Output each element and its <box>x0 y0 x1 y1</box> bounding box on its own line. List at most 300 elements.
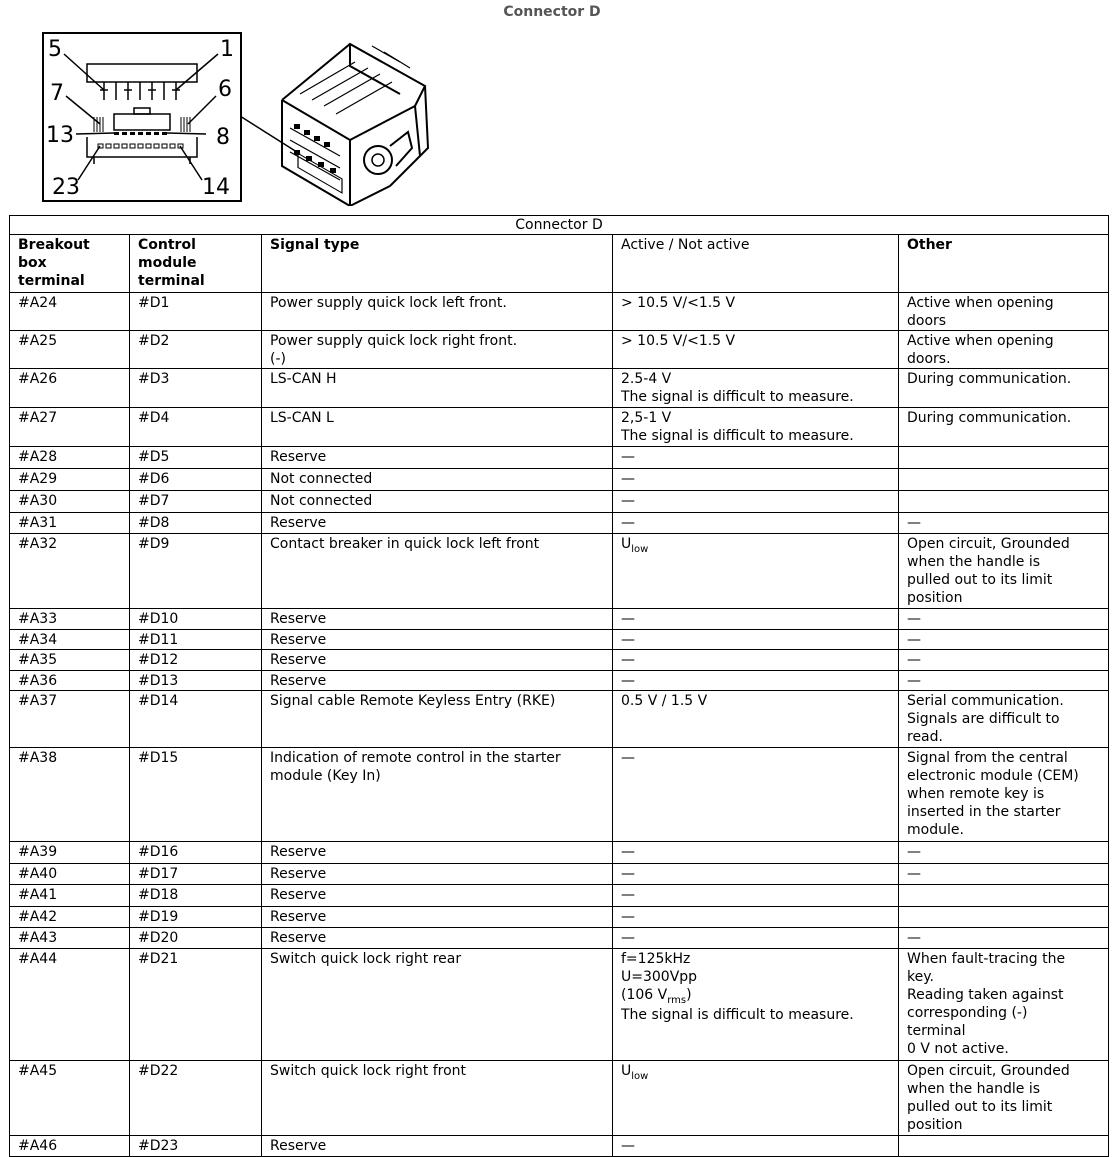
cell-text: 0.5 V / 1.5 V <box>621 693 708 709</box>
cell-text: #D4 <box>138 410 170 426</box>
table-row <box>10 864 1109 885</box>
cell-text: — <box>907 673 921 689</box>
active-value-cell <box>613 748 899 842</box>
cell-text: #A26 <box>18 371 58 387</box>
active-value-cell <box>613 408 899 447</box>
cell-text: #D1 <box>138 295 170 311</box>
signal-type-cell <box>262 691 613 748</box>
cell-text: key. <box>907 969 934 985</box>
cell-text: #D19 <box>138 909 179 925</box>
connector-drawing <box>240 36 440 206</box>
cell-text: #A38 <box>18 750 58 766</box>
cell-text-base: U <box>621 1063 632 1079</box>
cell-text-with-subscript <box>621 535 890 555</box>
signal-type-cell <box>262 671 613 691</box>
cell-text: #D3 <box>138 371 170 387</box>
signal-type-cell <box>262 949 613 1061</box>
cell-text: 2,5-1 V <box>621 410 672 426</box>
cell-text: — <box>621 515 635 531</box>
cell-text: #A36 <box>18 673 58 689</box>
breakout-terminal-cell <box>10 907 130 928</box>
table-row <box>10 369 1109 408</box>
cell-text: LS-CAN H <box>270 371 337 387</box>
breakout-terminal-cell <box>10 447 130 469</box>
signal-type-cell <box>262 447 613 469</box>
table-row <box>10 1136 1109 1157</box>
cell-text: #A44 <box>18 951 58 967</box>
cell-text: Power supply quick lock left front. <box>270 295 507 311</box>
cell-text: #A27 <box>18 410 58 426</box>
cell-text: pulled out to its limit <box>907 1099 1053 1115</box>
cell-text: #A31 <box>18 515 58 531</box>
cell-text: terminal <box>907 1023 966 1039</box>
cell-text: — <box>621 1138 635 1154</box>
cell-text: The signal is difficult to measure. <box>621 428 854 444</box>
cell-text: #D16 <box>138 844 179 860</box>
cell-text: #A35 <box>18 652 58 668</box>
table-row <box>10 513 1109 534</box>
table-row <box>10 609 1109 630</box>
cell-text: #D14 <box>138 693 179 709</box>
signal-type-cell <box>262 1061 613 1136</box>
cell-text: — <box>621 750 635 766</box>
cell-text: 2.5-4 V <box>621 371 672 387</box>
breakout-terminal-cell <box>10 864 130 885</box>
signal-type-cell <box>262 1136 613 1157</box>
table-row <box>10 534 1109 609</box>
cell-text: > 10.5 V/<1.5 V <box>621 333 736 349</box>
cell-text: #D21 <box>138 951 179 967</box>
cell-text: #D10 <box>138 611 179 627</box>
table-row <box>10 447 1109 469</box>
control-terminal-cell <box>130 534 262 609</box>
cell-text: Reserve <box>270 909 327 925</box>
signal-type-cell <box>262 650 613 671</box>
header-breakout-box-terminal: Breakout box terminal <box>10 235 130 293</box>
cell-text: position <box>907 1117 963 1133</box>
signal-type-cell <box>262 331 613 369</box>
other-cell <box>899 928 1109 949</box>
control-terminal-cell <box>130 293 262 331</box>
cell-text: Reserve <box>270 632 327 648</box>
signal-type-cell <box>262 885 613 907</box>
table-row <box>10 331 1109 369</box>
other-cell <box>899 293 1109 331</box>
control-terminal-cell <box>130 1136 262 1157</box>
header-other: Other <box>899 235 1109 293</box>
pin-label-14: 14 <box>202 175 230 200</box>
cell-text: Reserve <box>270 887 327 903</box>
cell-text: — <box>621 909 635 925</box>
cell-text: #A42 <box>18 909 58 925</box>
cell-text: #A34 <box>18 632 58 648</box>
cell-text: Not connected <box>270 493 373 509</box>
pin-label-7: 7 <box>50 81 64 106</box>
breakout-terminal-cell <box>10 491 130 513</box>
cell-text: Signals are difficult to <box>907 711 1060 727</box>
other-cell <box>899 691 1109 748</box>
pin-label-5: 5 <box>48 37 62 62</box>
breakout-terminal-cell <box>10 885 130 907</box>
cell-text: #A40 <box>18 866 58 882</box>
cell-text: — <box>621 673 635 689</box>
active-value-cell <box>613 842 899 864</box>
other-cell <box>899 630 1109 650</box>
cell-text: #D6 <box>138 471 170 487</box>
control-terminal-cell <box>130 907 262 928</box>
breakout-terminal-cell <box>10 630 130 650</box>
cell-text: Power supply quick lock right front. <box>270 333 518 349</box>
signal-type-cell <box>262 293 613 331</box>
control-terminal-cell <box>130 609 262 630</box>
cell-text: — <box>621 652 635 668</box>
table-row <box>10 949 1109 1061</box>
active-value-cell <box>613 630 899 650</box>
signal-type-cell <box>262 469 613 491</box>
cell-text: Serial communication. <box>907 693 1064 709</box>
control-terminal-cell <box>130 650 262 671</box>
breakout-terminal-cell <box>10 928 130 949</box>
cell-text: #D7 <box>138 493 170 509</box>
cell-text-with-subscript <box>621 986 890 1006</box>
table-row <box>10 928 1109 949</box>
cell-text: module. <box>907 822 964 838</box>
header-control-module-terminal: Control module terminal <box>130 235 262 293</box>
active-value-cell <box>613 293 899 331</box>
breakout-terminal-cell <box>10 534 130 609</box>
cell-text: #A45 <box>18 1063 58 1079</box>
cell-text: pulled out to its limit <box>907 572 1053 588</box>
control-terminal-cell <box>130 842 262 864</box>
active-value-cell <box>613 469 899 491</box>
control-terminal-cell <box>130 928 262 949</box>
control-terminal-cell <box>130 1061 262 1136</box>
cell-text: — <box>621 866 635 882</box>
table-row <box>10 748 1109 842</box>
cell-text: #A30 <box>18 493 58 509</box>
breakout-terminal-cell <box>10 513 130 534</box>
control-terminal-cell <box>130 469 262 491</box>
breakout-terminal-cell <box>10 1136 130 1157</box>
table-row <box>10 691 1109 748</box>
cell-text: #A33 <box>18 611 58 627</box>
table-row <box>10 630 1109 650</box>
control-terminal-cell <box>130 408 262 447</box>
other-cell <box>899 842 1109 864</box>
cell-text: Contact breaker in quick lock left front <box>270 536 540 552</box>
cell-text: Reserve <box>270 652 327 668</box>
cell-text: Active when opening <box>907 333 1054 349</box>
active-value-cell <box>613 447 899 469</box>
signal-type-cell <box>262 630 613 650</box>
pin-label-8: 8 <box>216 125 230 150</box>
cell-text: read. <box>907 729 943 745</box>
cell-text: position <box>907 590 963 606</box>
cell-text: During communication. <box>907 410 1072 426</box>
table-row <box>10 671 1109 691</box>
table-row <box>10 885 1109 907</box>
other-cell <box>899 469 1109 491</box>
table-row <box>10 842 1109 864</box>
active-value-cell <box>613 534 899 609</box>
cell-text: #A39 <box>18 844 58 860</box>
breakout-terminal-cell <box>10 293 130 331</box>
cell-text: when remote key is <box>907 786 1045 802</box>
other-cell <box>899 1136 1109 1157</box>
signal-type-cell <box>262 907 613 928</box>
cell-text: #A28 <box>18 449 58 465</box>
cell-text: — <box>621 471 635 487</box>
cell-text: #A32 <box>18 536 58 552</box>
cell-text: — <box>621 887 635 903</box>
control-terminal-cell <box>130 369 262 408</box>
breakout-terminal-cell <box>10 369 130 408</box>
cell-text: #D15 <box>138 750 179 766</box>
cell-text: Active when opening <box>907 295 1054 311</box>
header-signal-type: Signal type <box>262 235 613 293</box>
cell-text-with-subscript <box>621 1062 890 1082</box>
cell-text: #D20 <box>138 930 179 946</box>
active-value-cell <box>613 949 899 1061</box>
cell-text-base: (106 V <box>621 987 668 1003</box>
breakout-terminal-cell <box>10 609 130 630</box>
signal-type-cell <box>262 491 613 513</box>
cell-text: — <box>907 632 921 648</box>
control-terminal-cell <box>130 949 262 1061</box>
control-terminal-cell <box>130 885 262 907</box>
other-cell <box>899 609 1109 630</box>
other-cell <box>899 671 1109 691</box>
control-terminal-cell <box>130 748 262 842</box>
cell-text: f=125kHz <box>621 951 691 967</box>
signal-type-cell <box>262 408 613 447</box>
cell-text: — <box>907 611 921 627</box>
cell-text: #D5 <box>138 449 170 465</box>
cell-text: #A46 <box>18 1138 58 1154</box>
breakout-terminal-cell <box>10 469 130 491</box>
breakout-terminal-cell <box>10 949 130 1061</box>
cell-text: Reserve <box>270 866 327 882</box>
table-row <box>10 469 1109 491</box>
cell-text: Open circuit, Grounded <box>907 536 1070 552</box>
active-value-cell <box>613 928 899 949</box>
table-caption: Connector D <box>10 216 1109 235</box>
signal-type-cell <box>262 513 613 534</box>
other-cell <box>899 491 1109 513</box>
cell-text: When fault-tracing the <box>907 951 1066 967</box>
signal-type-cell <box>262 842 613 864</box>
signal-type-cell <box>262 928 613 949</box>
cell-text: #A25 <box>18 333 58 349</box>
control-terminal-cell <box>130 447 262 469</box>
cell-text: The signal is difficult to measure. <box>621 389 854 405</box>
signal-type-cell <box>262 534 613 609</box>
cell-text: Reserve <box>270 611 327 627</box>
pin-table <box>9 215 1109 1157</box>
control-terminal-cell <box>130 630 262 650</box>
active-value-cell <box>613 864 899 885</box>
cell-text: #D17 <box>138 866 179 882</box>
active-value-cell <box>613 513 899 534</box>
cell-text: Reserve <box>270 449 327 465</box>
cell-text: — <box>621 611 635 627</box>
cell-text: #D12 <box>138 652 179 668</box>
other-cell <box>899 907 1109 928</box>
active-value-cell <box>613 1061 899 1136</box>
cell-text: — <box>621 930 635 946</box>
breakout-terminal-cell <box>10 650 130 671</box>
breakout-terminal-cell <box>10 842 130 864</box>
cell-text: Reading taken against <box>907 987 1064 1003</box>
table-row <box>10 408 1109 447</box>
active-value-cell <box>613 1136 899 1157</box>
table-caption-row <box>10 216 1109 235</box>
other-cell <box>899 1061 1109 1136</box>
cell-text-tail: ) <box>686 987 692 1003</box>
cell-text: U=300Vpp <box>621 969 698 985</box>
cell-text: Signal from the central <box>907 750 1068 766</box>
breakout-terminal-cell <box>10 691 130 748</box>
cell-text: Indication of remote control in the starter <box>270 750 561 766</box>
breakout-terminal-cell <box>10 408 130 447</box>
cell-text: Open circuit, Grounded <box>907 1063 1070 1079</box>
cell-text: #D22 <box>138 1063 179 1079</box>
cell-text: Reserve <box>270 844 327 860</box>
pin-label-6: 6 <box>218 77 232 102</box>
cell-text: LS-CAN L <box>270 410 334 426</box>
cell-text-base: U <box>621 536 632 552</box>
breakout-terminal-cell <box>10 331 130 369</box>
cell-text: #A41 <box>18 887 58 903</box>
table-row <box>10 1061 1109 1136</box>
cell-text: 0 V not active. <box>907 1041 1009 1057</box>
control-terminal-cell <box>130 331 262 369</box>
cell-text: — <box>907 866 921 882</box>
cell-text-subscript: low <box>631 544 649 555</box>
control-terminal-cell <box>130 491 262 513</box>
control-terminal-cell <box>130 864 262 885</box>
table-header-row <box>10 235 1109 293</box>
other-cell <box>899 447 1109 469</box>
breakout-terminal-cell <box>10 1061 130 1136</box>
active-value-cell <box>613 885 899 907</box>
other-cell <box>899 748 1109 842</box>
other-cell <box>899 331 1109 369</box>
signal-type-cell <box>262 748 613 842</box>
active-value-cell <box>613 691 899 748</box>
active-value-cell <box>613 907 899 928</box>
cell-text-subscript: low <box>631 1071 649 1082</box>
cell-text: #A43 <box>18 930 58 946</box>
active-value-cell <box>613 671 899 691</box>
cell-text: Reserve <box>270 515 327 531</box>
table-row <box>10 491 1109 513</box>
cell-text: Reserve <box>270 930 327 946</box>
control-terminal-cell <box>130 513 262 534</box>
active-value-cell <box>613 491 899 513</box>
cell-text: Reserve <box>270 673 327 689</box>
cell-text: Not connected <box>270 471 373 487</box>
cell-text: — <box>907 930 921 946</box>
pin-label-23: 23 <box>52 175 80 200</box>
cell-text-subscript: rms <box>667 995 687 1006</box>
cell-text: #D13 <box>138 673 179 689</box>
breakout-terminal-cell <box>10 671 130 691</box>
cell-text: — <box>621 632 635 648</box>
active-value-cell <box>613 609 899 630</box>
cell-text: > 10.5 V/<1.5 V <box>621 295 736 311</box>
other-cell <box>899 408 1109 447</box>
cell-text: — <box>621 449 635 465</box>
cell-text: — <box>621 844 635 860</box>
cell-text: The signal is difficult to measure. <box>621 1007 854 1023</box>
other-cell <box>899 513 1109 534</box>
active-value-cell <box>613 650 899 671</box>
cell-text: #D11 <box>138 632 179 648</box>
cell-text: #D9 <box>138 536 170 552</box>
pin-label-1: 1 <box>220 37 234 62</box>
other-cell <box>899 369 1109 408</box>
cell-text: when the handle is <box>907 554 1041 570</box>
control-terminal-cell <box>130 691 262 748</box>
cell-text: when the handle is <box>907 1081 1041 1097</box>
pin-label-13: 13 <box>46 123 74 148</box>
cell-text: During communication. <box>907 371 1072 387</box>
cell-text: #A29 <box>18 471 58 487</box>
cell-text: #D23 <box>138 1138 179 1154</box>
cell-text: Reserve <box>270 1138 327 1154</box>
cell-text: Switch quick lock right front <box>270 1063 466 1079</box>
other-cell <box>899 864 1109 885</box>
breakout-terminal-cell <box>10 748 130 842</box>
cell-text: #A37 <box>18 693 58 709</box>
cell-text: #D2 <box>138 333 170 349</box>
signal-type-cell <box>262 609 613 630</box>
cell-text: module (Key In) <box>270 768 381 784</box>
cell-text: #D18 <box>138 887 179 903</box>
table-row <box>10 293 1109 331</box>
header-active-not-active: Active / Not active <box>613 235 899 293</box>
cell-text: — <box>907 652 921 668</box>
table-row <box>10 907 1109 928</box>
cell-text: doors <box>907 313 947 329</box>
page-title: Connector D <box>503 4 601 20</box>
cell-text: #A24 <box>18 295 58 311</box>
active-value-cell <box>613 331 899 369</box>
cell-text: #D8 <box>138 515 170 531</box>
cell-text: — <box>907 515 921 531</box>
cell-text: — <box>907 844 921 860</box>
other-cell <box>899 949 1109 1061</box>
pin-layout-diagram <box>42 32 242 202</box>
table-row <box>10 650 1109 671</box>
control-terminal-cell <box>130 671 262 691</box>
other-cell <box>899 885 1109 907</box>
signal-type-cell <box>262 369 613 408</box>
active-value-cell <box>613 369 899 408</box>
cell-text: corresponding (-) <box>907 1005 1028 1021</box>
cell-text: Signal cable Remote Keyless Entry (RKE) <box>270 693 556 709</box>
signal-type-cell <box>262 864 613 885</box>
other-cell <box>899 534 1109 609</box>
cell-text: electronic module (CEM) <box>907 768 1079 784</box>
cell-text: (-) <box>270 351 286 367</box>
cell-text: — <box>621 493 635 509</box>
cell-text: inserted in the starter <box>907 804 1061 820</box>
cell-text: doors. <box>907 351 951 367</box>
other-cell <box>899 650 1109 671</box>
cell-text: Switch quick lock right rear <box>270 951 462 967</box>
